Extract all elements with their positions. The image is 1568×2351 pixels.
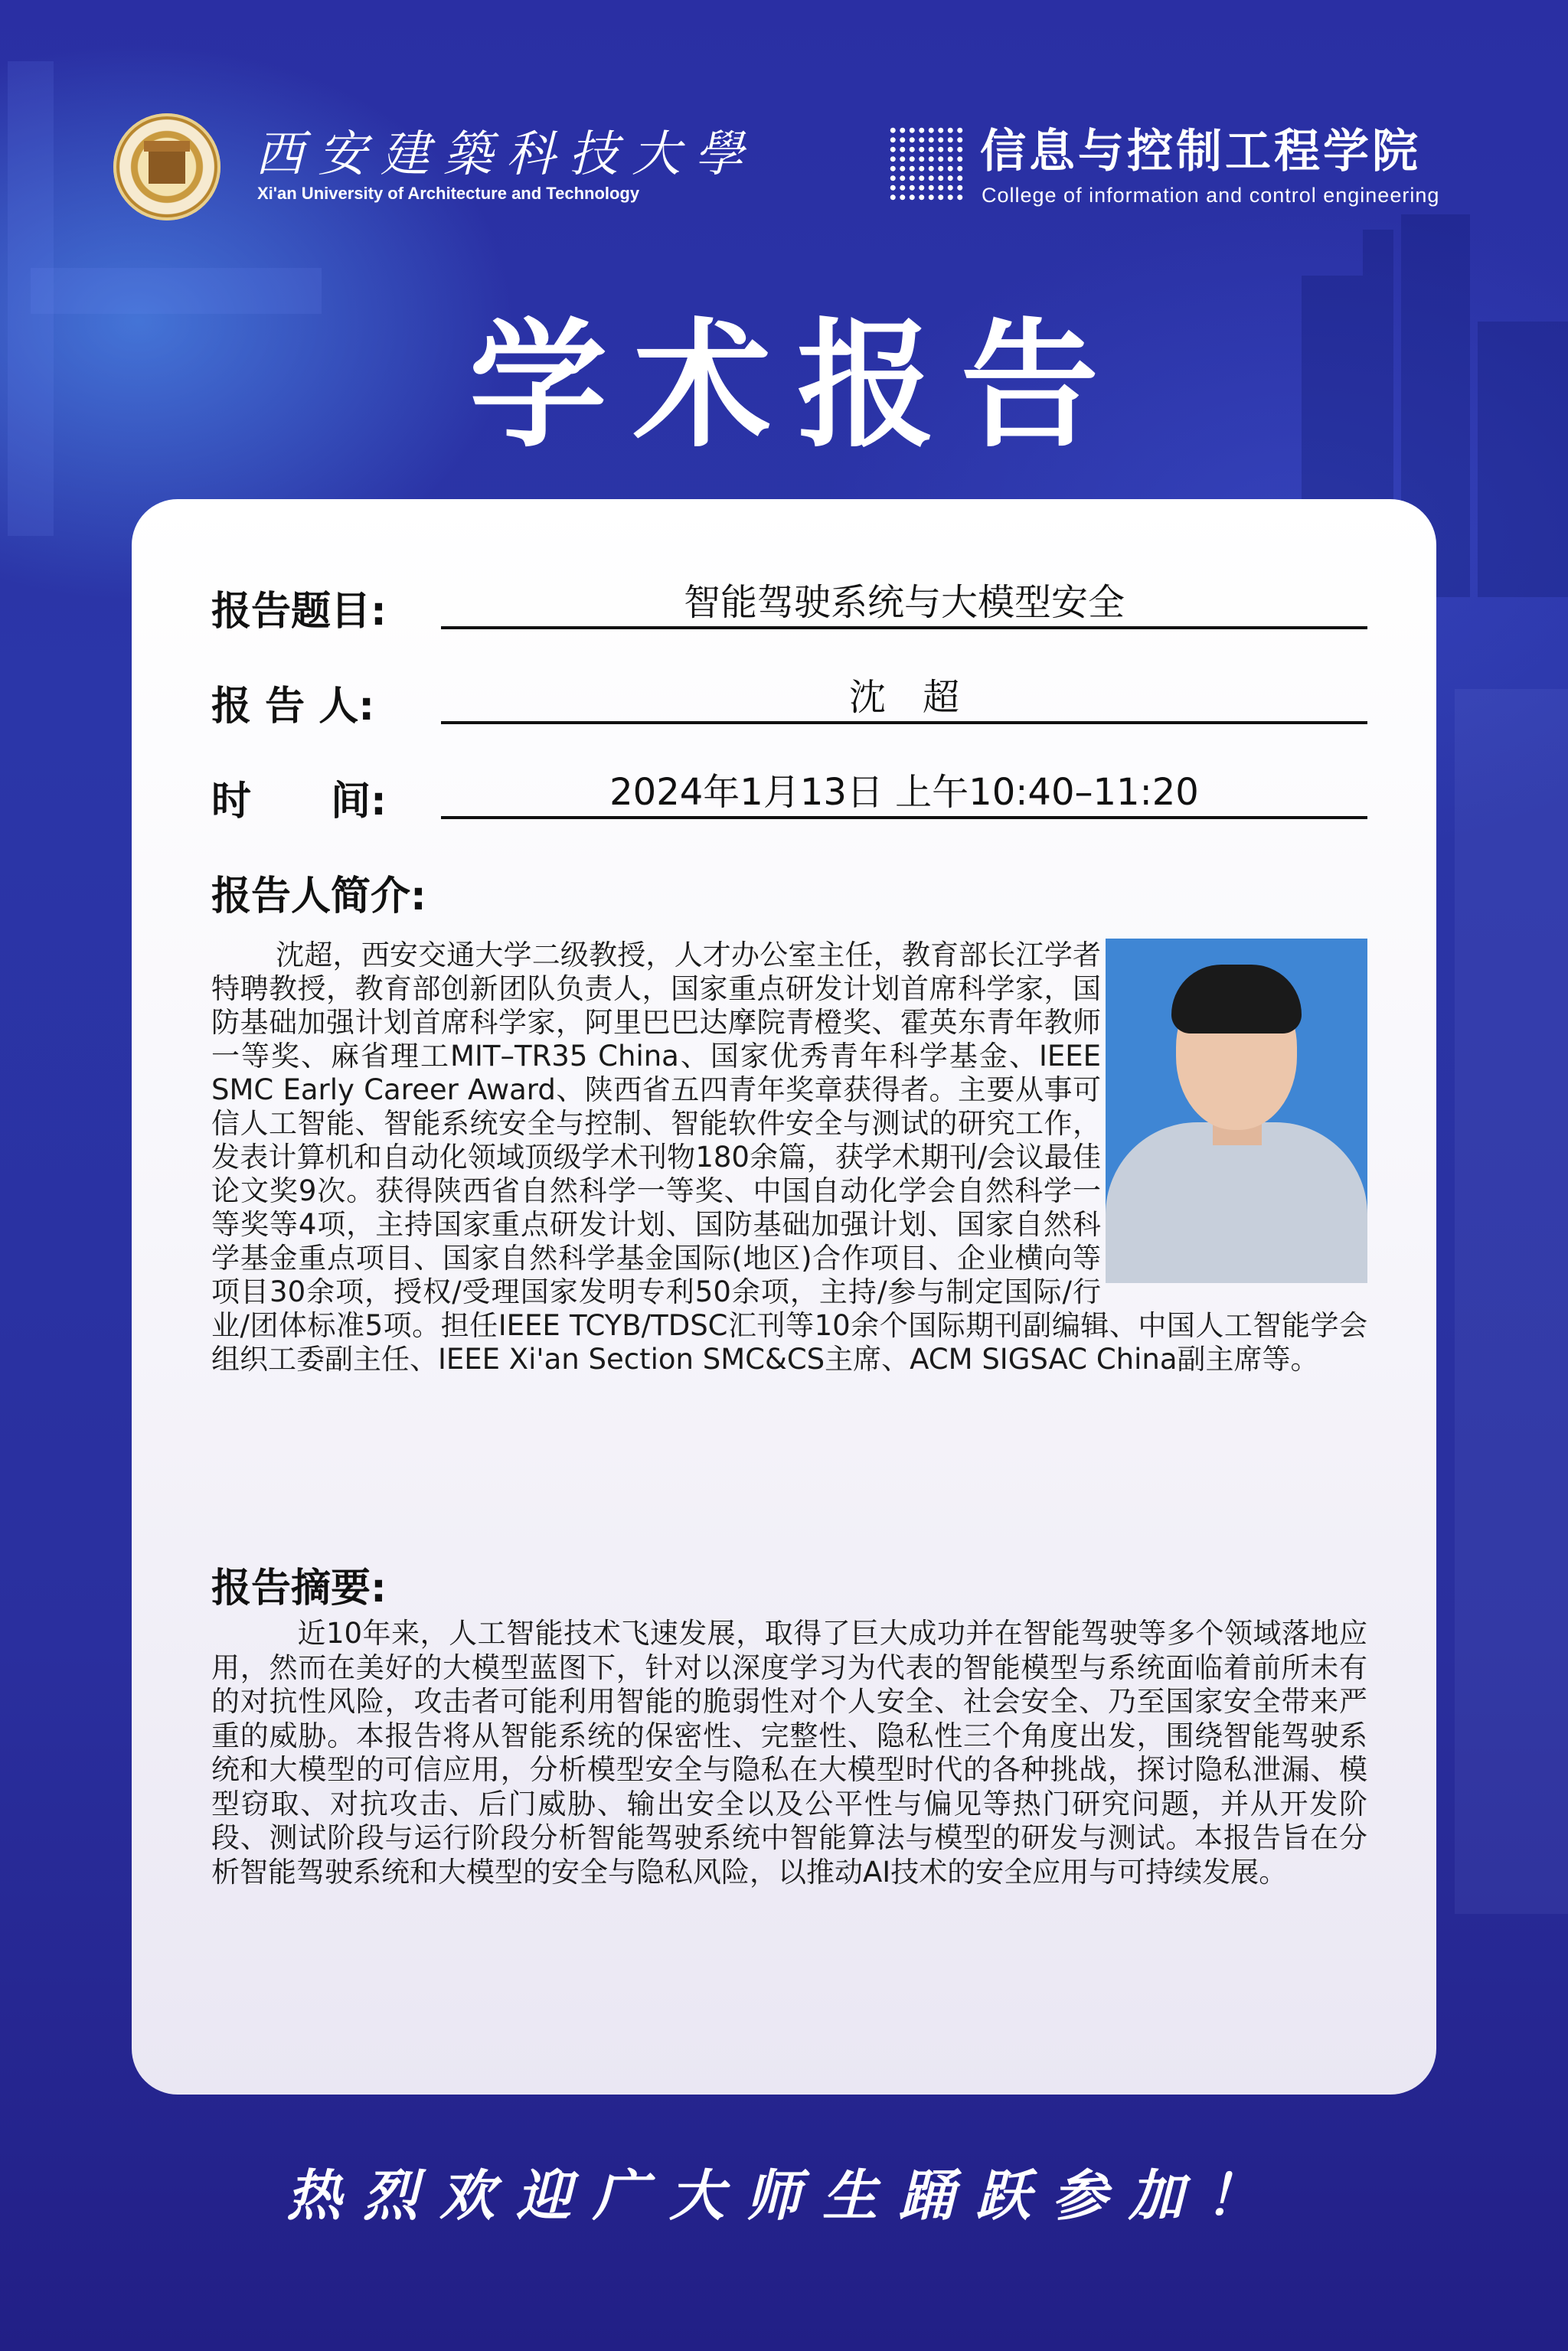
speaker-underline [441, 721, 1367, 724]
abstract-paragraph [211, 1617, 1367, 1889]
speaker-label: 报 告 人: [211, 684, 375, 730]
dot-grid-icon [888, 126, 965, 202]
time-underline [441, 816, 1367, 819]
abstract-section [211, 1617, 1367, 1889]
topic-underline [441, 626, 1367, 629]
abstract-heading: 报告摘要: [211, 1566, 387, 1611]
abstract-text: 近10年来，人工智能技术飞速发展，取得了巨大成功并在智能驾驶等多个领域落地应用，然而在美好的大模型蓝图下，针对以深度学习为代表的智能模型与系统面临着前所未有的对抗性风险，攻击者可能利用智能的脆弱性对个人安全、社会安全、乃至国家安全带来严重的威胁。本报告将从智能系统的保密性、完整性、隐私性三个角度出发，围绕智能驾驶系统和大模型的可信应用，分析模型安全与隐私在大模型时代的各种挑战，探讨隐私泄漏、模型窃取、对抗攻击、后门威胁、输出安全以及公平性与偏见等热门研究问题，并从开发阶段、测试阶段与运行阶段分析智能驾驶系统中智能算法与模型的研发与测试。本报告旨在分析智能驾驶系统和大模型的安全与隐私风险，以推动AI技术的安全应用与可持续发展。 [211, 1617, 1367, 1889]
time-label: 时 间: [211, 779, 387, 824]
topic-value: 智能驾驶系统与大模型安全 [683, 581, 1125, 624]
university-name-en: Xi'an University of Architecture and Technology [257, 184, 640, 203]
bio-section [211, 939, 1367, 1536]
content-card [132, 499, 1436, 2095]
time-value: 2024年1月13日 上午10:40–11:20 [609, 771, 1199, 814]
speaker-value: 沈 超 [848, 676, 959, 719]
college-name-cn: 信息与控制工程学院 [980, 125, 1421, 178]
university-name-cn: 西安建築科技大學 [255, 126, 757, 183]
university-logo [113, 107, 757, 222]
topic-label: 报告题目: [211, 589, 387, 635]
bio-heading: 报告人简介: [211, 873, 426, 919]
time-row [211, 756, 1367, 825]
speaker-photo [1106, 939, 1367, 1283]
college-name-en: College of information and control engineering [982, 184, 1440, 207]
topic-row [211, 567, 1367, 635]
page-title: 学术报告 [469, 306, 1125, 466]
speaker-row [211, 661, 1367, 730]
welcome-footer: 热烈欢迎广大师生踊跃参加！ [286, 2163, 1282, 2228]
college-logo [888, 122, 1470, 214]
bio-text: 沈超，西安交通大学二级教授，人才办公室主任，教育部长江学者特聘教授，教育部创新团队负责人，国家重点研发计划首席科学家，国防基础加强计划首席科学家，阿里巴巴达摩院青橙奖、霍英东青年教师一等奖、麻省理工MIT–TR35 China、国家优秀青年科学基金、IEEE SMC Early Career Award、陕西省五四青年奖章获得者。主要从事可信人工智能、智能系统安全与控制、智能软件安全与测试的研究工作，发表计算机和自动化领域顶级学术刊物180余篇，获学术期刊/会议最佳论文奖9次。获得陕西省自然科学一等奖、中国自动化学会自然科学一等奖等4项，主持国家重点研发计划、国防基础加强计划、国家自然科学基金重点项目、国家自然科学基金国际(地区)合作项目、企业横向等项目30余项，授权/受理国家发明专利50余项，主持/参与制定国际/行业/团体标准5项。担任IEEE TCYB/TDSC汇刊等10余个国际期刊副编辑、中国人工智能学会组织工委副主任、IEEE Xi'an Section SMC&CS主席、ACM SIGSAC China副主席等。 [211, 939, 1367, 1376]
university-seal-icon [113, 113, 220, 220]
